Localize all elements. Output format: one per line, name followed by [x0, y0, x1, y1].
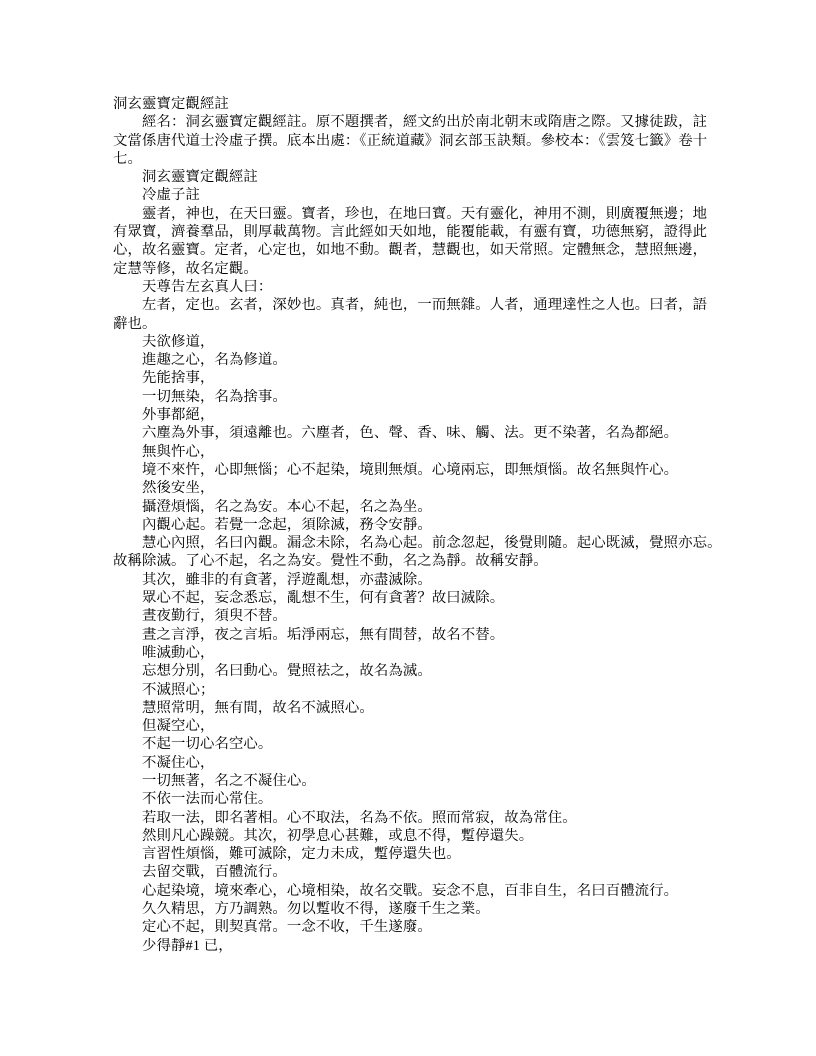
paragraph: [113, 845, 703, 863]
paragraph: [113, 626, 703, 644]
text-line: 故稱除滅。了心不起，名之為安。覺性不動，名之為靜。故稱安靜。: [113, 553, 548, 570]
paragraph: [113, 351, 703, 369]
paragraph: [113, 424, 703, 442]
text-line: 洞玄靈寶定觀經註: [142, 169, 258, 186]
paragraph: [113, 644, 703, 662]
paragraph: [113, 443, 703, 461]
paragraph: [113, 278, 703, 296]
text-line: 辭也。: [113, 315, 157, 332]
text-line: 言習性煩惱，難可滅除，定力未成，蹔停還失也。: [142, 846, 461, 863]
paragraph: [113, 461, 703, 479]
text-line: 一切無染，名為捨事。: [142, 388, 287, 405]
text-line: 不滅照心；: [142, 681, 215, 698]
text-line: 一切無著，名之不凝住心。: [142, 772, 316, 789]
paragraph: [113, 113, 708, 168]
document-title: [113, 95, 703, 113]
text-line: 攝澄煩惱，名之為安。本心不起，名之為坐。: [142, 498, 432, 515]
paragraph: [113, 571, 703, 589]
paragraph: [113, 772, 703, 790]
paragraph: [113, 662, 703, 680]
text-line: 久久精思，方乃調熟。勿以蹔收不得，遂廢千生之業。: [142, 901, 490, 918]
paragraph: [113, 589, 703, 607]
text-line: 先能捨事，: [142, 370, 215, 387]
paragraph: [113, 735, 703, 753]
paragraph: [113, 388, 703, 406]
paragraph: [113, 168, 703, 186]
text-line: 然後安坐，: [142, 480, 215, 497]
text-line: 境不來忤，心即無惱；心不起染，境則無煩。心境兩忘，即無煩惱。故名無與忤心。: [142, 461, 679, 478]
text-line: 然則凡心躁競。其次，初學息心甚難，或息不得，蹔停還失。: [142, 827, 534, 844]
paragraph: [113, 607, 703, 625]
text-line: 夫欲修道，: [142, 333, 215, 350]
paragraph: [113, 918, 703, 936]
text-line: 六塵為外事，須遠離也。六塵者，色、聲、香、味、觸、法。更不染著，名為都絕。: [142, 425, 679, 442]
text-line: 其次，雖非的有貪著，浮遊亂想，亦盡滅除。: [142, 571, 432, 588]
paragraph: [113, 827, 703, 845]
text-line: 晝夜勤行，須臾不替。: [142, 608, 287, 625]
text-line: 心起染境，境來牽心，心境相染，故名交戰。妄念不息，百非自生，名曰百體流行。: [142, 882, 679, 899]
text-line: 不凝住心，: [142, 754, 215, 771]
paragraph: [113, 790, 703, 808]
text-line: 外事都絕，: [142, 407, 215, 424]
paragraph: [113, 479, 703, 497]
text-line: 冷虛子註: [142, 187, 200, 204]
paragraph: [113, 882, 703, 900]
text-line: 去留交戰，百體流行。: [142, 864, 287, 881]
text-line: 眾心不起，妄念悉忘，亂想不生，何有貪著？故曰滅除。: [142, 590, 505, 607]
text-line: 唯滅動心，: [142, 644, 215, 661]
paragraph: [113, 186, 703, 204]
paragraph: [113, 699, 703, 717]
text-line: 七。: [113, 150, 142, 167]
paragraph: [113, 534, 722, 571]
paragraph: [113, 681, 703, 699]
text-line: 天尊告左玄真人曰：: [142, 278, 273, 295]
text-line: 洞玄靈寶定觀經註: [113, 96, 229, 112]
text-line: 進趣之心，名為修道。: [142, 352, 287, 369]
paragraph: [113, 333, 703, 351]
text-line: 定慧等修，故名定觀。: [113, 260, 258, 277]
text-line: 定心不起，則契真常。一念不收，千生遂廢。: [142, 919, 432, 936]
document-page: [113, 95, 722, 955]
text-line: 靈者，神也，在天曰靈。寶者，珍也，在地曰寶。天有靈化，神用不測，則廣覆無邊；地: [142, 205, 708, 222]
text-line: 左者，定也。玄者，深妙也。真者，純也，一而無雜。人者，通理達性之人也。曰者，語: [142, 297, 708, 314]
paragraph: [113, 296, 708, 333]
paragraph: [113, 717, 703, 735]
text-line: 慧心內照，名曰內觀。漏念未除，名為心起。前念忽起，後覺則隨。起心既滅，覺照亦忘。: [142, 535, 722, 552]
text-line: 無與忤心，: [142, 443, 215, 460]
paragraph: [113, 369, 703, 387]
text-line: 慧照常明，無有間，故名不滅照心。: [142, 699, 374, 716]
paragraph: [113, 900, 703, 918]
text-line: 內觀心起。若覺一念起，須除滅，務令安靜。: [142, 516, 432, 533]
paragraph: [113, 937, 703, 955]
text-line: 不起一切心名空心。: [142, 736, 273, 753]
text-line: 有眾寶，濟養羣品，則厚載萬物。言此經如天如地，能覆能載，有靈有寶，功德無窮，證得此: [113, 224, 708, 241]
text-line: 若取一法，即名著相。心不取法，名為不依。照而常寂，故為常住。: [142, 809, 577, 826]
text-line: 心，故名靈寶。定者，心定也，如地不動。觀者，慧觀也，如天常照。定體無念，慧照無邊，: [113, 242, 708, 259]
paragraph: [113, 809, 703, 827]
paragraph: [113, 754, 703, 772]
paragraph: [113, 406, 703, 424]
paragraph: [113, 863, 703, 881]
text-line: 忘想分別，名曰動心。覺照祛之，故名為滅。: [142, 663, 432, 680]
paragraph: [113, 516, 703, 534]
document-body: [113, 95, 722, 955]
text-line: 文當係唐代道士泠虛子撰。底本出處：《正統道藏》洞玄部玉訣類。參校本：《雲笈七籤》卷十: [113, 132, 708, 149]
paragraph: [113, 498, 703, 516]
text-line: 不依一法而心常住。: [142, 791, 273, 808]
paragraph: [113, 205, 708, 278]
text-line: 晝之言淨，夜之言垢。垢淨兩忘，無有間替，故名不替。: [142, 626, 505, 643]
text-line: 但凝空心，: [142, 718, 215, 735]
text-line: 少得靜#1 已，: [142, 937, 233, 954]
text-line: 經名：洞玄靈寶定觀經註。原不題撰者，經文約出於南北朝末或隋唐之際。又據徒跋，註: [142, 114, 708, 131]
